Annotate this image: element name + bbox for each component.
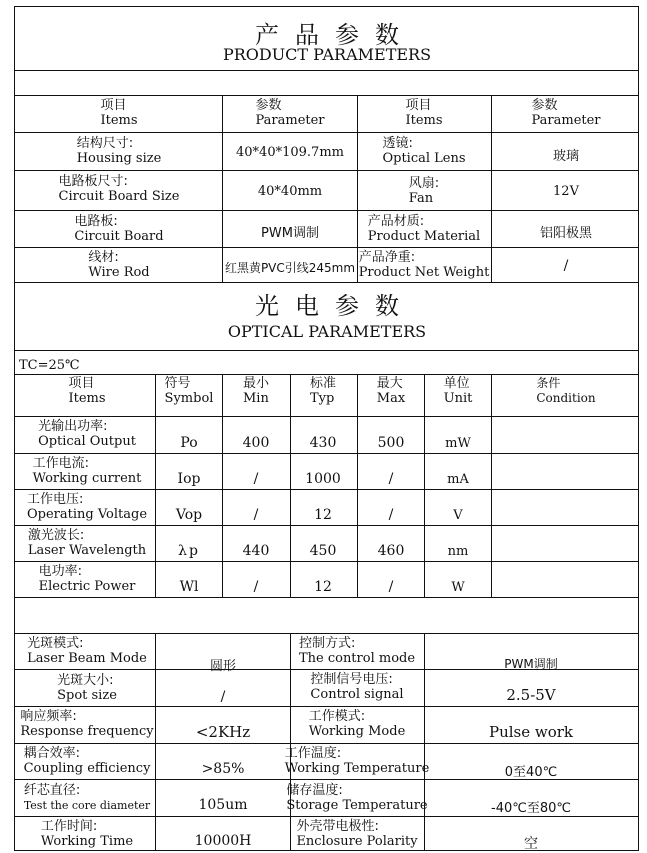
product-row-3-value: PWM调制 [261, 226, 319, 241]
product-header-parameter-1: 参数 Parameter [255, 98, 325, 128]
optical-row-4-item: 激光波长: Laser Wavelength [27, 528, 147, 558]
optical-row-3-item: 工作电压: Operating Voltage [26, 492, 148, 522]
optical-row-1-symbol: Po [180, 435, 198, 451]
other-row-6-right-label: 外壳带电极性: Enclosure Polarity [296, 819, 418, 849]
product-row-2-value: 40*40mm [257, 184, 323, 199]
other-row-3-left-label: 响应频率: Response frequency [20, 709, 154, 739]
optical-row-3-symbol: Vop [175, 507, 203, 523]
optical-row-1-item: 光输出功率: Optical Output [38, 419, 136, 449]
product-row-3-item-2: 产品材质: Product Material [367, 214, 481, 244]
optical-row-4-unit: nm [447, 544, 469, 559]
optical-row-1-max: 500 [377, 435, 405, 451]
optical-row-3-min: / [253, 507, 259, 523]
other-row-3-right-label: 工作模式: Working Mode [308, 709, 406, 739]
other-row-4-left-value: >85% [201, 761, 245, 777]
product-row-4-item-2: 产品净重: Product Net Weight [358, 250, 490, 280]
other-row-6-left-label: 工作时间: Working Time [40, 819, 134, 849]
optical-row-5-symbol: Wl [179, 579, 199, 595]
product-header-items-1: 项目 Items [100, 98, 138, 128]
optical-row-2-symbol: Iop [177, 471, 201, 487]
optical-row-5-unit: W [451, 580, 465, 595]
product-row-1-value-2: 玻璃 [552, 149, 580, 164]
tc-condition: TC=25℃ [19, 358, 80, 373]
optical-row-1-min: 400 [242, 435, 270, 451]
other-row-3-left-value: <2KHz [195, 723, 251, 741]
product-title-en: PRODUCT PARAMETERS [222, 45, 432, 64]
other-row-1-left-label: 光斑模式: Laser Beam Mode [27, 636, 147, 666]
optical-row-5-item: 电功率: Electric Power [38, 564, 136, 594]
other-row-2-left-label: 光斑大小: Spot size [57, 673, 117, 703]
other-row-2-right-label: 控制信号电压: Control signal [310, 672, 404, 702]
optical-row-5-max: / [388, 579, 394, 595]
optical-row-1-typ: 430 [309, 435, 337, 451]
product-row-4-value: 红黑黄PVC引线245mm [224, 261, 356, 275]
other-row-5-right-label: 储存温度: Storage Temperature [286, 783, 428, 813]
other-row-4-left-label: 耦合效率: Coupling efficiency [23, 746, 151, 776]
product-row-3-value-2: 铝阳极黑 [539, 226, 593, 241]
other-row-2-right-value: 2.5-5V [506, 686, 556, 704]
other-row-5-right-value: -40℃至80℃ [491, 801, 571, 816]
spec-sheet [14, 6, 639, 851]
other-row-1-left-value: 圆形 [209, 659, 237, 674]
optical-row-2-typ: 1000 [305, 471, 341, 487]
product-row-1-value: 40*40*109.7mm [236, 145, 344, 160]
optical-header-condition: 条件 Condition [536, 376, 596, 405]
optical-row-2-item: 工作电流: Working current [32, 456, 142, 486]
product-header-items-2: 项目 Items [405, 98, 443, 128]
other-row-2-left-value: / [220, 689, 226, 705]
optical-header-items: 项目 Items [68, 376, 106, 406]
other-row-6-left-value: 10000H [194, 833, 252, 849]
optical-row-2-min: / [253, 471, 259, 487]
optical-row-4-max: 460 [377, 543, 405, 559]
optical-row-2-unit: mA [447, 472, 469, 487]
optical-row-4-typ: 450 [309, 543, 337, 559]
optical-row-5-typ: 12 [314, 579, 332, 595]
product-row-2-value-2: 12V [553, 184, 579, 199]
product-row-4-value-2: / [563, 258, 569, 274]
optical-row-3-unit: V [453, 508, 463, 523]
optical-row-4-min: 440 [242, 543, 270, 559]
optical-title-en: OPTICAL PARAMETERS [227, 322, 427, 341]
optical-row-4-symbol: λp [178, 543, 200, 559]
optical-header-unit: 单位 Unit [443, 376, 473, 406]
optical-header-typ: 标准 Typ [309, 376, 337, 406]
optical-row-2-max: / [388, 471, 394, 487]
optical-row-3-max: / [388, 507, 394, 523]
product-row-2-item-2: 风扇: Fan [408, 176, 440, 206]
other-row-1-right-value: PWM调制 [504, 657, 558, 671]
optical-header-min: 最小 Min [242, 376, 270, 406]
other-row-3-right-value: Pulse work [488, 723, 574, 741]
other-row-1-right-label: 控制方式: The control mode [298, 636, 416, 666]
other-row-5-left-label: 纤芯直径: Test the core diameter [23, 783, 151, 812]
optical-row-1-unit: mW [445, 436, 471, 451]
product-header-parameter-2: 参数 Parameter [531, 98, 601, 128]
optical-row-5-min: / [253, 579, 259, 595]
other-row-4-right-value: 0至40℃ [504, 765, 558, 780]
other-row-5-left-value: 105um [198, 797, 248, 813]
optical-row-3-typ: 12 [314, 507, 332, 523]
product-row-2-item: 电路板尺寸: Circuit Board Size [58, 174, 180, 204]
other-row-6-right-value: 空 [524, 836, 538, 852]
product-title-zh: 产品参数 [255, 21, 415, 49]
optical-header-symbol: 符号 Symbol [164, 376, 214, 406]
product-row-1-item: 结构尺寸: Housing size [76, 136, 162, 166]
optical-title-zh: 光电参数 [255, 292, 415, 320]
product-row-4-item: 线材: Wire Rod [88, 250, 150, 280]
product-row-3-item: 电路板: Circuit Board [74, 214, 164, 244]
product-row-1-item-2: 透镜: Optical Lens [382, 136, 466, 166]
other-row-4-right-label: 工作温度: Working Temperature [284, 746, 430, 776]
optical-header-max: 最大 Max [376, 376, 406, 406]
